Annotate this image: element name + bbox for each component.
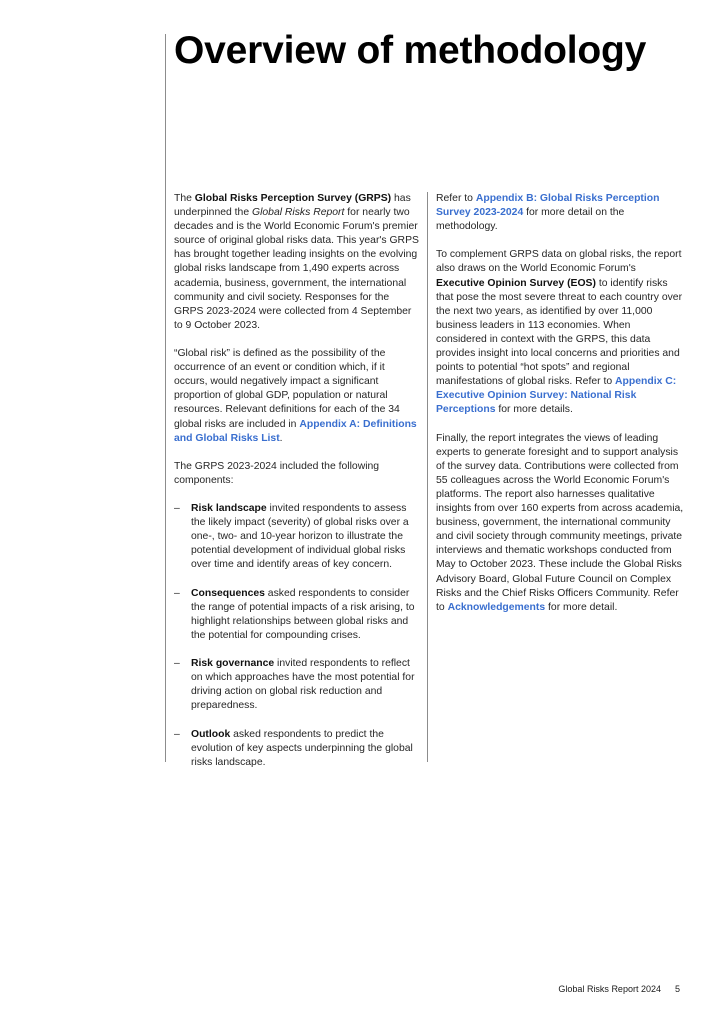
dash-bullet: –: [174, 503, 180, 515]
components-intro-paragraph: The GRPS 2023-2024 included the following components:: [174, 460, 380, 486]
appendix-a-link[interactable]: Appendix A: Definitions and Global Risks List: [174, 418, 417, 444]
column-divider-rule: [427, 192, 428, 762]
experts-paragraph: Finally, the report integrates the views of leading experts to generate foresight and to support analysis of the survey data. Contributions were collected from 55 colleagues across the World Economic Forum's platforms. The report also harnesses qualitative insights from over 160 experts from across academia, business, government, the international community and civil society through community meetings, private interviews and thematic workshops conducted from May to October 2023. These include the Global Risks Advisory Board, Global Future Council on Complex Risks and the Chief Risks Officers Community. Refer to Acknowledgements for more detail.: [436, 432, 684, 613]
grps-intro-paragraph: The Global Risks Perception Survey (GRPS) has underpinned the Global Risks Report for nearly two decades and is the World Economic Forum's premier source of original global risks data. This year's GRPS has brought together leading insights on the evolving global risks landscape from 1,490 experts across academia, business, government, the international community and civil society. Responses for the GRPS 2023-2024 were collected from 4 September to 9 October 2023.: [174, 193, 419, 331]
component-term: Risk governance: [191, 658, 275, 670]
component-term: Consequences: [191, 587, 265, 599]
list-item: – Risk landscape invited respondents to assess the likely impact (severity) of global risks over a one-, two- and 10-year horizon to illustrate the potential development of individual global risks over time and identify areas of key concern.: [174, 503, 409, 571]
report-title-italic: Global Risks Report: [252, 207, 345, 219]
dash-bullet: –: [174, 587, 180, 599]
list-item: – Risk governance invited respondents to reflect on which approaches have the most potential for driving action on global risk reduction and preparedness.: [174, 658, 415, 712]
components-list: [174, 502, 420, 770]
page-footer: [558, 984, 680, 994]
footer-report-title: Global Risks Report 2024: [558, 984, 661, 994]
grps-term: Global Risks Perception Survey (GRPS): [194, 193, 392, 204]
right-column: [436, 192, 684, 629]
appendix-b-paragraph: Refer to Appendix B: Global Risks Perception Survey 2023-2024 for more detail on the methodology.: [436, 193, 660, 233]
component-term: Risk landscape: [191, 503, 267, 515]
acknowledgements-link[interactable]: Acknowledgements: [447, 601, 546, 613]
page-title: Overview of methodology: [174, 29, 647, 72]
dash-bullet: –: [174, 658, 180, 670]
appendix-b-link[interactable]: Appendix B: Global Risks Perception Survey 2023-2024: [436, 193, 660, 219]
page-number: 5: [674, 984, 680, 994]
dash-bullet: –: [174, 728, 180, 740]
left-column: [174, 192, 420, 784]
list-item: – Consequences asked respondents to consider the range of potential impacts of a risk arising, to highlight relationships between global risks and the potential for compounding crises.: [174, 587, 415, 641]
eos-paragraph: To complement GRPS data on global risks, the report also draws on the World Economic Forum's Executive Opinion Survey (EOS) to identify risks that pose the most severe threat to each country over the next two years, as identified by over 11,000 business leaders in 113 economies. When considered in context with the GRPS, this data provides insight into local concerns and priorities and points to potential “hot spots” and regional manifestations of global risks. Refer to Appendix C: Executive Opinion Survey: National Risk Perceptions for more details.: [436, 249, 683, 416]
global-risk-definition-paragraph: “Global risk” is defined as the possibility of the occurrence of an event or condition which, if it occurs, would negatively impact a significant proportion of global GDP, population or natural resources. Relevant definitions for each of the 34 global risks are included in Appendix A: Definitions and Global Risks List.: [174, 348, 417, 444]
component-term: Outlook: [191, 728, 231, 740]
left-margin-rule: [165, 34, 166, 762]
list-item: – Outlook asked respondents to predict the evolution of key aspects underpinning the global risks landscape.: [174, 728, 413, 768]
appendix-c-link[interactable]: Appendix C: Executive Opinion Survey: National Risk Perceptions: [436, 376, 677, 416]
eos-term: Executive Opinion Survey (EOS): [436, 277, 596, 289]
